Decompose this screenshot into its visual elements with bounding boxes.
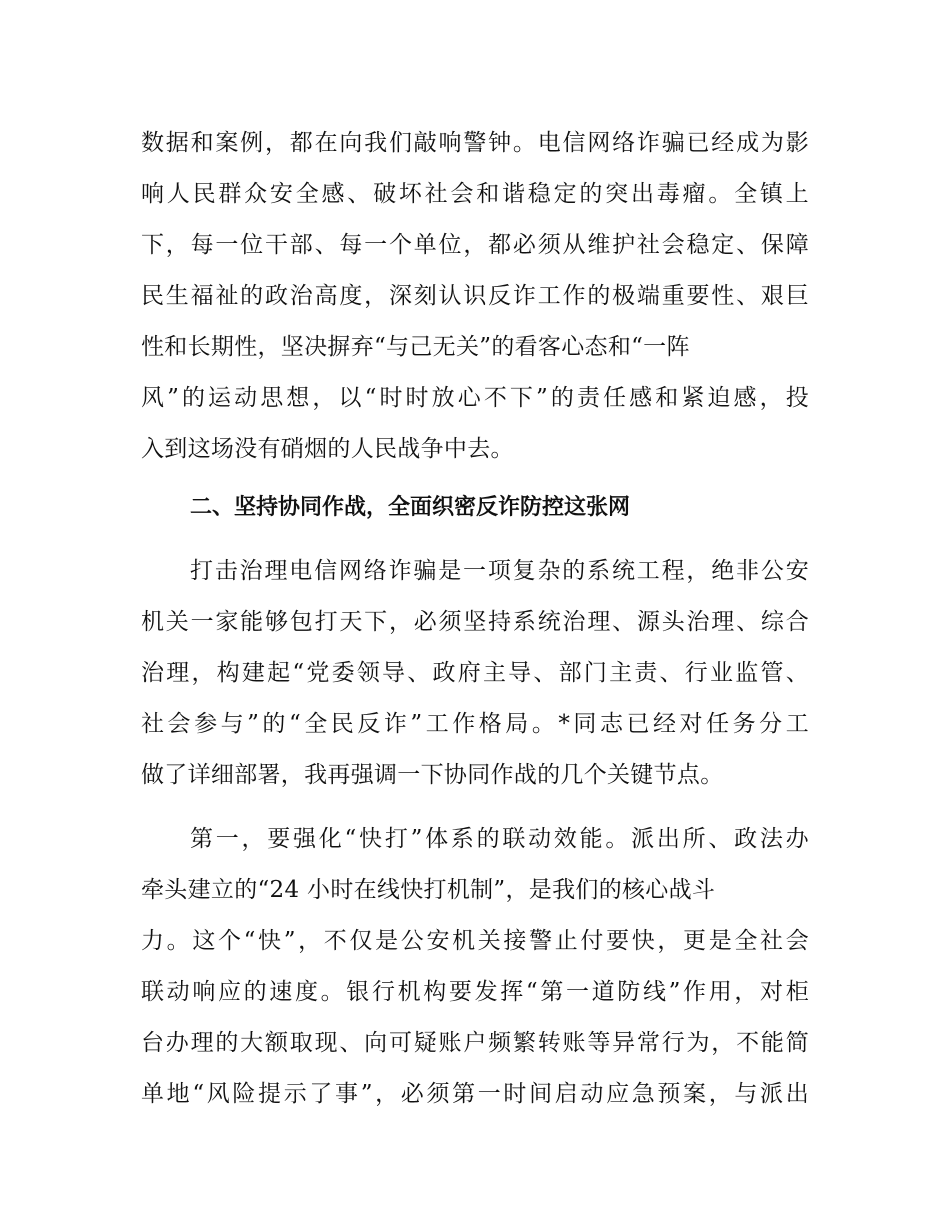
paragraph-1-line-3: 下，每一位干部、每一个单位，都必须从维护社会稳定、保障 [141,232,809,258]
paragraph-2-line-3: 治理，构建起“党委领导、政府主导、部门主责、行业监管、 [141,660,809,686]
paragraph-3-line-3: 力。这个“快”，不仅是公安机关接警止付要快，更是全社会 [141,928,809,954]
section-heading: 二、坚持协同作战，全面织密反诈防控这张网 [190,495,631,520]
paragraph-2-line-5: 做了详细部署，我再强调一下协同作战的几个关键节点。 [141,762,724,788]
paragraph-2-line-2: 机关一家能够包打天下，必须坚持系统治理、源头治理、综合 [141,609,809,635]
paragraph-1-line-4: 民生福祉的政治高度，深刻认识反诈工作的极端重要性、艰巨 [141,283,809,309]
paragraph-3-line-5: 台办理的大额取现、向可疑账户频繁转账等异常行为，不能简 [141,1030,809,1056]
paragraph-2-line-1: 打击治理电信网络诈骗是一项复杂的系统工程，绝非公安 [190,558,809,584]
paragraph-3-line-2: 牵头建立的“24 小时在线快打机制”，是我们的核心战斗 [141,877,716,903]
paragraph-1-line-2: 响人民群众安全感、破坏社会和谐稳定的突出毒瘤。全镇上 [141,181,809,207]
paragraph-3-line-6: 单地“风险提示了事”，必须第一时间启动应急预案，与派出 [141,1081,809,1107]
paragraph-2-line-4: 社会参与”的“全民反诈”工作格局。*同志已经对任务分工 [141,711,809,737]
paragraph-1-line-7: 入到这场没有硝烟的人民战争中去。 [141,436,514,462]
paragraph-1-line-5: 性和长期性，坚决摒弃“与己无关”的看客心态和“一阵 [141,334,690,360]
paragraph-1-line-1: 数据和案例，都在向我们敲响警钟。电信网络诈骗已经成为影 [141,130,809,156]
paragraph-3-line-4: 联动响应的速度。银行机构要发挥“第一道防线”作用，对柜 [141,979,809,1005]
paragraph-3-line-1: 第一，要强化“快打”体系的联动效能。派出所、政法办 [190,826,809,852]
paragraph-1-line-6: 风”的运动思想，以“时时放心不下”的责任感和紧迫感，投 [141,385,809,411]
